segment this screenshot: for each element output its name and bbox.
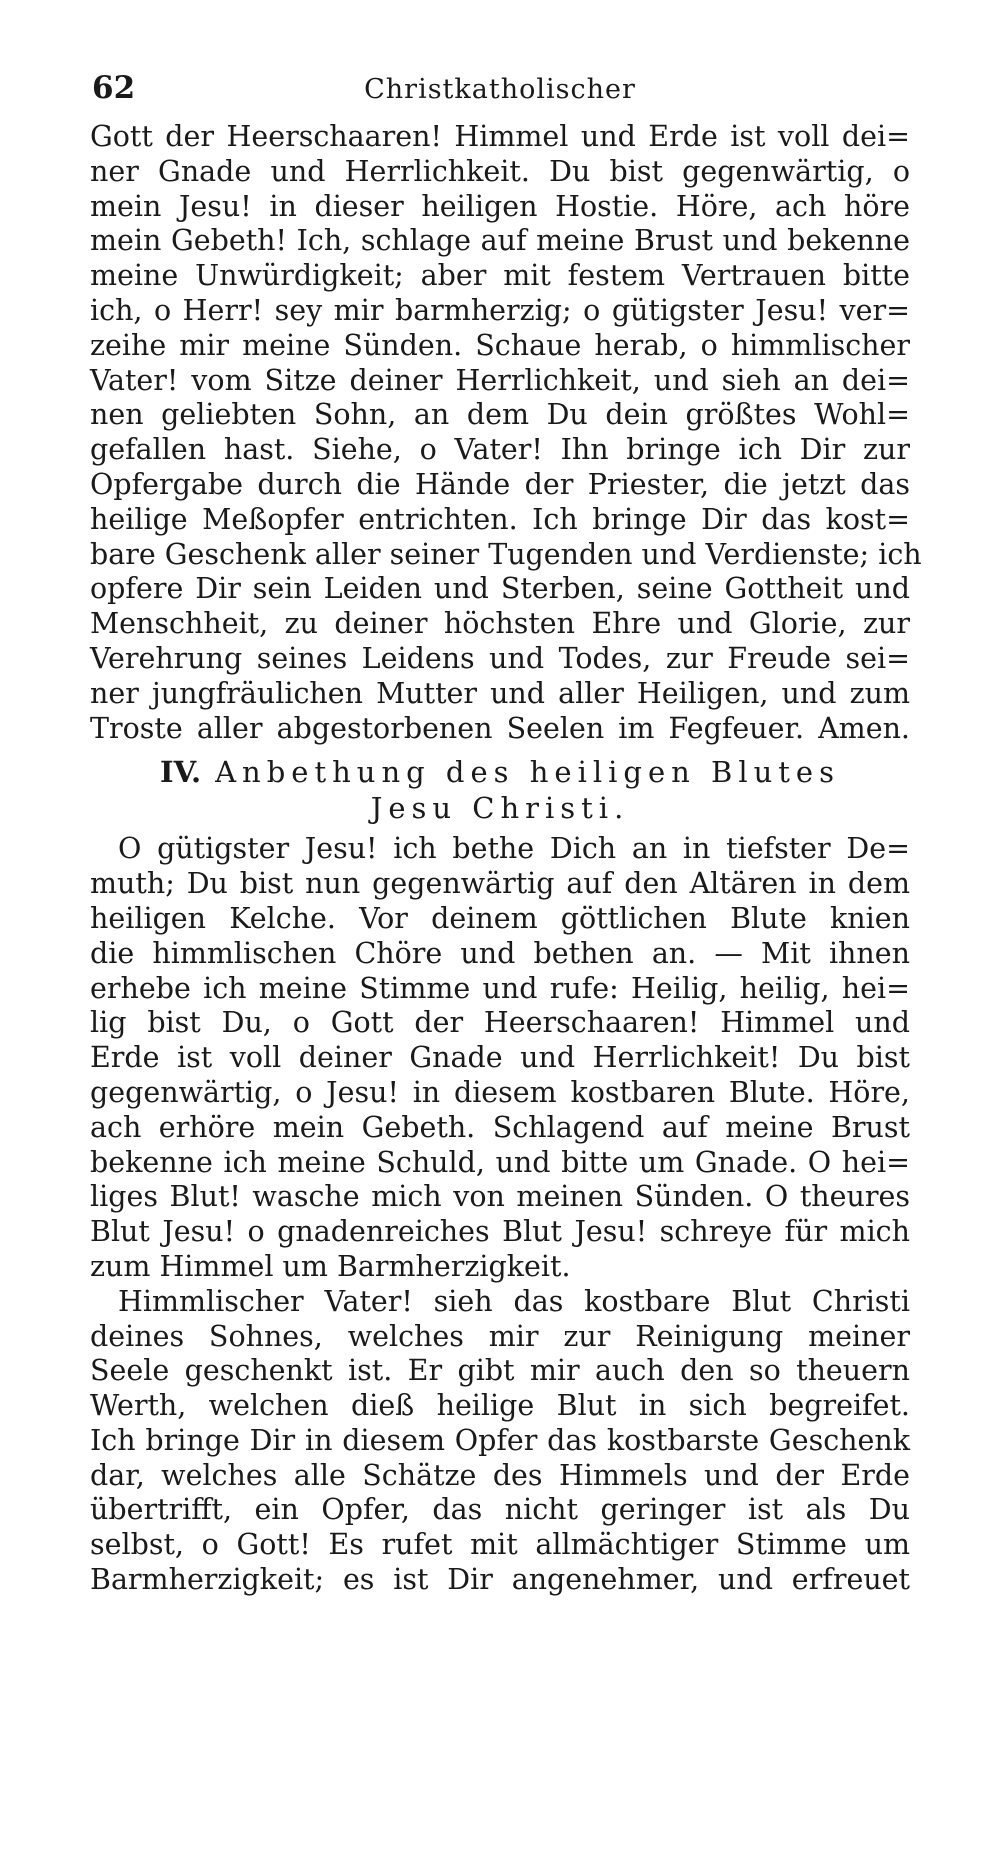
text-line: mein Jesu! in dieser heiligen Hostie. Höre, ach höre [90, 189, 910, 223]
section-heading [90, 754, 910, 826]
text-line: deines Sohnes, welches mir zur Reinigung meiner [90, 1319, 910, 1353]
text-line: heilige Meßopfer entrichten. Ich bringe Dir das kost= [90, 502, 910, 536]
text-line: zum Himmel um Barmherzigkeit. [90, 1249, 571, 1283]
page-header [90, 70, 910, 120]
text-line: meine Unwürdigkeit; aber mit festem Vertrauen bitte [90, 259, 910, 293]
text-line: liges Blut! wasche mich von meinen Sünden. O theures [90, 1180, 910, 1214]
paragraph-2 [90, 832, 910, 1284]
running-title: Christkatholischer [364, 74, 636, 105]
text-line: Vater! vom Sitze deiner Herrlichkeit, und sieh an dei= [90, 363, 910, 397]
text-line: lig bist Du, o Gott der Heerschaaren! Himmel und [90, 1006, 910, 1040]
text-line: Blut Jesu! o gnadenreiches Blut Jesu! schreye für mich [90, 1215, 910, 1249]
text-line: heiligen Kelche. Vor deinem göttlichen Blute knien [90, 901, 910, 935]
page-number: 62 [92, 70, 136, 106]
section-numeral: IV. [160, 755, 202, 790]
text-line: bekenne ich meine Schuld, und bitte um Gnade. O hei= [90, 1145, 910, 1179]
text-line: Barmherzigkeit; es ist Dir angenehmer, und erfreuet [90, 1563, 910, 1597]
text-line: Werth, welchen dieß heilige Blut in sich begreifet. [90, 1389, 910, 1423]
text-line: mein Gebeth! Ich, schlage auf meine Brust und bekenne [90, 224, 910, 258]
text-line: Gott der Heerschaaren! Himmel und Erde ist voll dei= [90, 120, 910, 153]
book-page [90, 70, 922, 1598]
text-line: opfere Dir sein Leiden und Sterben, seine Gottheit und [90, 572, 910, 606]
text-line: O gütigster Jesu! ich bethe Dich an in tiefster De= [118, 832, 910, 866]
text-line: ich, o Herr! sey mir barmherzig; o gütigster Jesu! ver= [90, 293, 910, 327]
text-line: Seele geschenkt ist. Er gibt mir auch den so theuern [90, 1354, 910, 1388]
text-line: nen geliebten Sohn, an dem Du dein größtes Wohl= [90, 398, 910, 432]
text-line: Troste aller abgestorbenen Seelen im Fegfeuer. Amen. [90, 711, 910, 745]
text-line: gefallen hast. Siehe, o Vater! Ihn bringe ich Dir zur [90, 433, 910, 467]
text-line: ach erhöre mein Gebeth. Schlagend auf meine Brust [90, 1110, 910, 1144]
text-line: Erde ist voll deiner Gnade und Herrlichkeit! Du bist [90, 1041, 910, 1075]
section-heading-line-1 [90, 754, 910, 790]
text-line: Opfergabe durch die Hände der Priester, die jetzt das [90, 467, 910, 501]
text-line: selbst, o Gott! Es rufet mit allmächtiger Stimme um [90, 1528, 910, 1562]
text-line: Ich bringe Dir in diesem Opfer das kostbarste Geschenk [90, 1423, 910, 1457]
text-line: dar, welches alle Schätze des Himmels und der Erde [90, 1458, 910, 1492]
text-line: zeihe mir meine Sünden. Schaue herab, o himmlischer [90, 328, 910, 362]
section-subtitle: Jesu Christi. [370, 791, 630, 826]
text-line: Menschheit, zu deiner höchsten Ehre und Glorie, zur [90, 607, 910, 641]
text-line: ner Gnade und Herrlichkeit. Du bist gegenwärtig, o [90, 154, 910, 188]
text-line: ner jungfräulichen Mutter und aller Heiligen, und zum [90, 676, 910, 710]
text-line: übertrifft, ein Opfer, das nicht geringer ist als Du [90, 1493, 910, 1527]
paragraph-1 [90, 120, 922, 746]
text-line: bare Geschenk aller seiner Tugenden und Verdienste; ich [90, 537, 922, 571]
text-line: erhebe ich meine Stimme und rufe: Heilig, heilig, hei= [90, 971, 910, 1005]
text-line: Himmlischer Vater! sieh das kostbare Blut Christi [118, 1284, 910, 1318]
text-line: die himmlischen Chöre und bethen an. — Mit ihnen [90, 936, 910, 970]
section-title: Anbethung des heiligen Blutes [215, 755, 840, 790]
text-line: muth; Du bist nun gegenwärtig auf den Altären in dem [90, 867, 910, 901]
text-line: Verehrung seines Leidens und Todes, zur Freude sei= [90, 641, 910, 675]
text-line: gegenwärtig, o Jesu! in diesem kostbaren Blute. Höre, [90, 1075, 910, 1109]
paragraph-3 [90, 1285, 910, 1598]
